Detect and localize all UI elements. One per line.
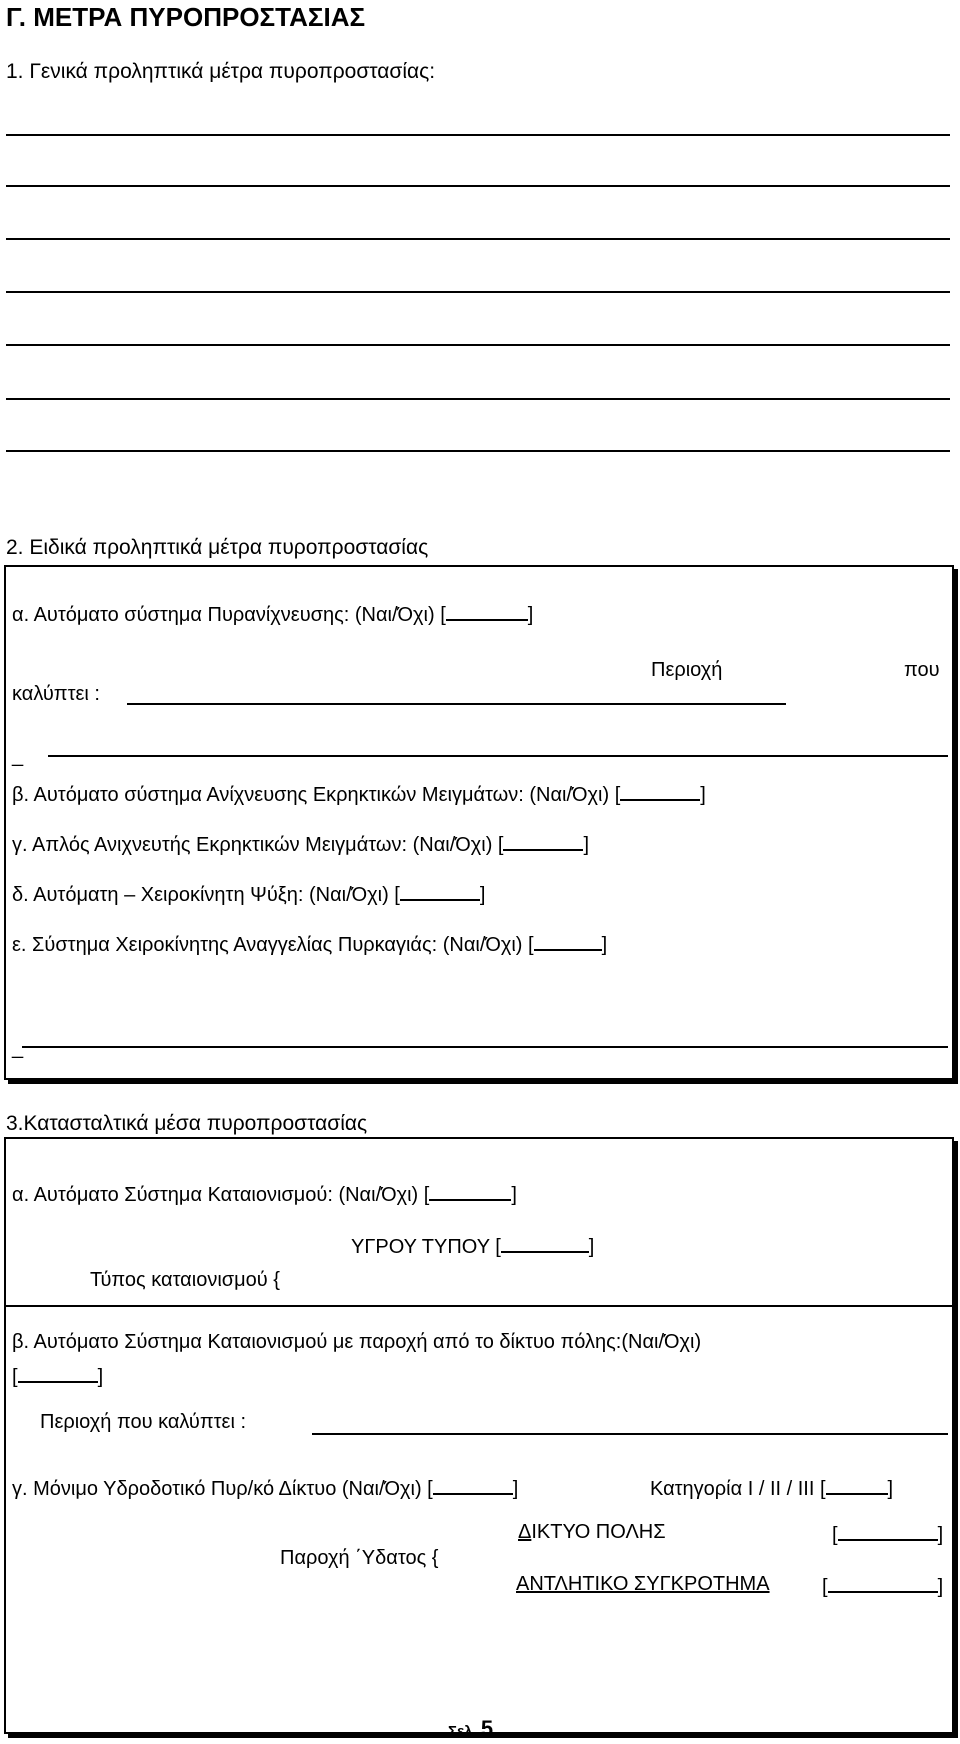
section-title: Γ. ΜΕΤΡΑ ΠΥΡΟΠΡΟΣΤΑΣΙΑΣ: [6, 2, 366, 32]
area-covers-field[interactable]: [127, 703, 786, 705]
page-footer: Σελ. 5: [448, 1716, 494, 1741]
sprinkler-field[interactable]: [429, 1181, 511, 1201]
general-measures-line-1[interactable]: [6, 134, 950, 136]
city-sprinkler-row: [ ]: [12, 1363, 103, 1389]
special-measures-box: [4, 565, 954, 1080]
suppression-box-2: [4, 1305, 954, 1734]
sprinkler-row: α. Αυτόματο Σύστημα Καταιονισμού: (Ναι/Όχι) [ ]: [12, 1181, 517, 1207]
city-sprinkler-label: β. Αυτόματο Σύστημα Καταιονισμού με παροχή από το δίκτυο πόλης:(Ναι/Όχι): [12, 1331, 702, 1353]
manual-alarm-row: ε. Σύστημα Χειροκίνητης Αναγγελίας Πυρκαγιάς: (Ναι/Όχι) [ ]: [12, 931, 607, 957]
category-field[interactable]: [826, 1475, 888, 1495]
manual-alarm-notes-line[interactable]: [22, 1046, 948, 1048]
general-measures-line-4[interactable]: [6, 291, 950, 293]
manual-alarm-field[interactable]: [534, 931, 602, 951]
page-number: 5: [480, 1716, 494, 1741]
category-row: Κατηγορία I / II / III [ ]: [650, 1475, 893, 1501]
area-covers-field-2[interactable]: [48, 755, 948, 757]
area-covers-label: καλύπτει :: [12, 683, 100, 705]
city-network-row: [ ]: [832, 1521, 943, 1547]
suppression-heading: 3.Κατασταλτικά μέσα πυροπροστασίας: [6, 1112, 368, 1135]
water-supply-label: Παροχή ΄Υδατος {: [280, 1547, 439, 1569]
pump-label: ΑΝΤΛΗΤΙΚΟ ΣΥΓΚΡΟΤΗΜΑ: [516, 1573, 770, 1595]
hydrant-field[interactable]: [433, 1475, 513, 1495]
general-measures-line-6[interactable]: [6, 398, 950, 400]
hydrant-row: γ. Μόνιμο Υδροδοτικό Πυρ/κό Δίκτυο (Ναι/Όχι) [ ]: [12, 1475, 518, 1501]
wet-type-field[interactable]: [501, 1233, 589, 1253]
pump-row: [ ]: [822, 1573, 943, 1599]
area-pou: που: [904, 659, 940, 681]
general-measures-heading: 1. Γενικά προληπτικά μέτρα πυροπροστασίας:: [6, 60, 436, 83]
explosive-auto-row: β. Αυτόματο σύστημα Ανίχνευσης Εκρηκτικών Μειγμάτων: (Ναι/Όχι) [ ]: [12, 781, 706, 807]
auto-fire-detection-row: α. Αυτόματο σύστημα Πυρανίχνευσης: (Ναι/Όχι) [ ]: [12, 601, 533, 627]
city-area-field[interactable]: [312, 1433, 948, 1435]
dash-mark: _: [12, 745, 24, 767]
cooling-row: δ. Αυτόματη – Χειροκίνητη Ψύξη: (Ναι/Όχι) [ ]: [12, 881, 485, 907]
cooling-field[interactable]: [400, 881, 480, 901]
city-sprinkler-field[interactable]: [18, 1363, 98, 1383]
dash-mark-2: _: [12, 1037, 24, 1059]
city-network-label: ΔΙΚΤΥΟ ΠΟΛΗΣ: [518, 1521, 666, 1543]
special-measures-heading: 2. Ειδικά προληπτικά μέτρα πυροπροστασίας: [6, 536, 429, 559]
explosive-simple-row: γ. Απλός Ανιχνευτής Εκρηκτικών Μειγμάτων: (Ναι/Όχι) [ ]: [12, 831, 589, 857]
general-measures-line-7[interactable]: [6, 450, 950, 452]
city-area-label: Περιοχή που καλύπτει :: [40, 1411, 247, 1433]
general-measures-line-2[interactable]: [6, 185, 950, 187]
explosive-simple-field[interactable]: [503, 831, 583, 851]
sprinkler-type-label: Τύπος καταιονισμού {: [90, 1269, 280, 1291]
auto-fire-detection-field[interactable]: [446, 601, 528, 621]
area-word: Περιοχή: [651, 659, 723, 681]
explosive-auto-field[interactable]: [620, 781, 700, 801]
wet-type-row: ΥΓΡΟΥ ΤΥΠΟΥ [ ]: [351, 1233, 594, 1259]
city-network-field[interactable]: [838, 1521, 938, 1541]
pump-field[interactable]: [828, 1573, 938, 1593]
general-measures-line-5[interactable]: [6, 344, 950, 346]
general-measures-line-3[interactable]: [6, 238, 950, 240]
